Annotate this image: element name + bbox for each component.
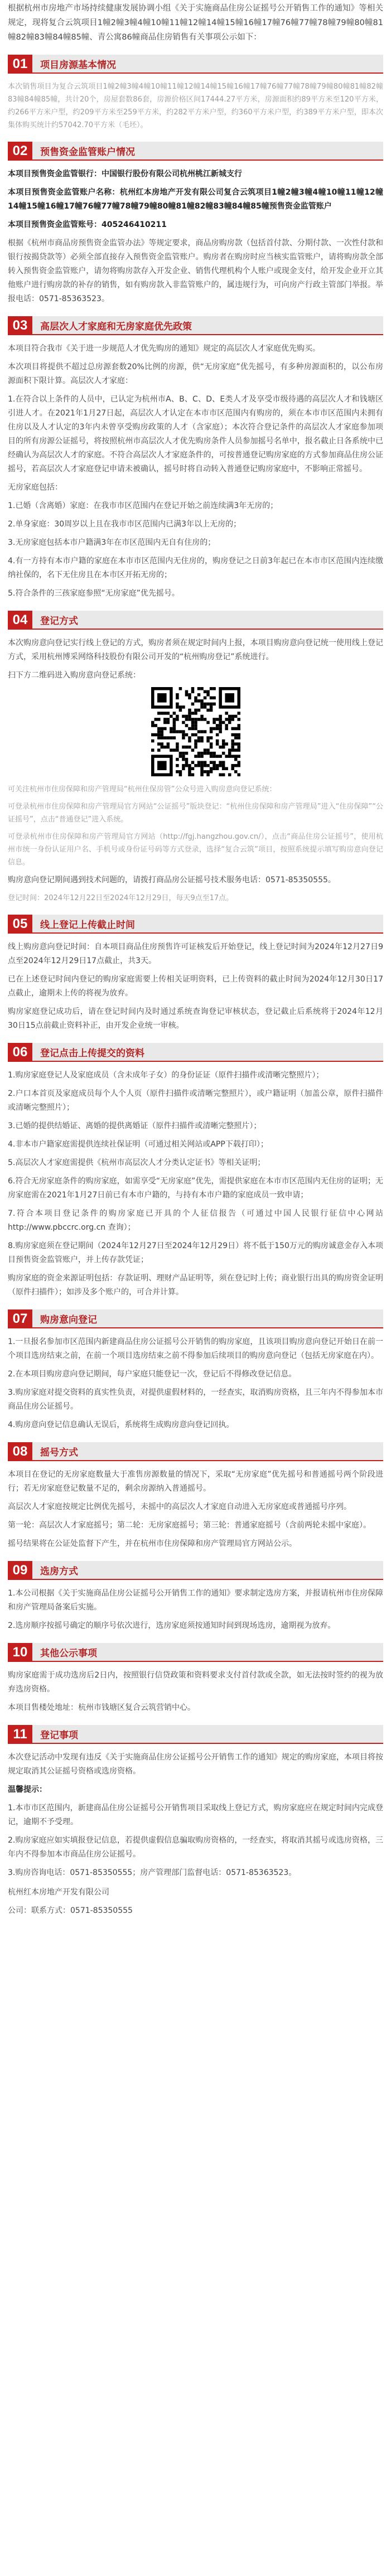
section-paragraph: 第一轮：高层次人才家庭摇号；第二轮：无房家庭摇号；第三轮：普通家庭摇号（含前两轮未摇中家庭）。: [8, 1521, 371, 1530]
section-paragraph: 7.符合本项目登记条件的购房家庭已开具的个人征信报告（可通过中国人民银行征信中心网站 http://www.pbccrc.org.cn 查询）；: [8, 1209, 383, 1232]
section-number: 02: [8, 142, 32, 161]
section-number: 10: [8, 1643, 32, 1662]
section-header: [8, 611, 383, 630]
section-header: [8, 915, 383, 934]
section-header: [8, 1043, 383, 1062]
section-02: [8, 142, 383, 306]
section-10: [8, 1643, 383, 1715]
section-header: [8, 1643, 383, 1662]
section-paragraph: 线上购房意向登记时间：自本项目商品住房预售许可证核发后开始登记，线上登记时间为2024年12月27日9点至2024年12月29日17点截止，共3天。: [8, 943, 383, 965]
section-title: 购房意向登记: [32, 1309, 383, 1328]
section-paragraph: 登记时间：2024年12月22日至2024年12月29日，每天9点至17点。: [8, 894, 234, 902]
section-number: 01: [8, 55, 32, 74]
section-03: [8, 316, 383, 601]
section-paragraph: 1.已婚（含离婚）家庭：在我市市区范围内在登记开始之前连续满3年无房的；: [8, 501, 278, 510]
section-number: 07: [8, 1309, 32, 1328]
section-paragraph: 本项目预售资金监管账户名称：杭州红本房地产开发有限公司复合云筑项目1幢2幢3幢4幢10幢11幢12幢14幢15幢16幢17幢76幢77幢78幢79幢80幢81幢82幢83幢84幢85幢预售资金监管账户: [8, 188, 383, 211]
section-paragraph: 温馨提示：: [8, 1785, 47, 1794]
section-title: 高层次人才家庭和无房家庭优先政策: [32, 316, 383, 335]
section-paragraph: 可登录杭州市住房保障和房产管理局官方网站“公证摇号”版块登记：“杭州住房保障和房产管理局”进入“住房保障”“公证摇号”，点击“普通登记”进入系统。: [8, 803, 383, 824]
section-number: 08: [8, 1442, 32, 1461]
section-paragraph: 本次项目将提供不超过总房源套数20%比例的房源，供“无房家庭”优先摇号，有多种房源面积的，以公布房源面积下限计算。高层次人才家庭：: [8, 363, 383, 385]
section-header: [8, 316, 383, 335]
section-title: 线上登记上传截止时间: [32, 915, 383, 934]
section-paragraph: 4.非本市户籍家庭需提供连续社保证明（可通过相关网站或APP下载打印）；: [8, 1140, 268, 1149]
section-09: [8, 1561, 383, 1633]
section-paragraph: 本次购房意向登记实行线上登记的方式，购房者须在规定时间内上报，本项目购房意向登记统一使用线上登记方式，采用杭州博采网络科技股份有限公司开发的“杭州购房登记”系统进行。: [8, 639, 383, 661]
section-paragraph: 2.选房顺序按摇号确定的顺序号依次进行，选房家庭须按通知时间到现场选房，逾期视为放弃。: [8, 1621, 336, 1630]
section-paragraph: 4.有一方持有本市户籍的家庭在本市市区范围内无住房的，购房登记之日前3年起已在本市市区范围内连续缴纳社保的，名下无住房且在本市区开拓无房的；: [8, 557, 383, 579]
section-number: 05: [8, 915, 32, 934]
section-paragraph: 根据《杭州市商品房预售资金监管办法》等规定要求，商品房购房款（包括首付款、分期付款、一次性付款和银行按揭贷款等）必须全部直接存入预售资金监管账户。购房者在购房时应当核实监管账户，请将购房款全部转入预售资金监管账户，请勿将购房款存入开发企业、销售代理机构个人账户或现金支付，给开发企业开立其他账户进行购房款的补存的销售，如有购房款入非监管账户的，属违规行为，可向房产行政主管部门举报。举报电话：0571-85363523。: [8, 239, 383, 303]
section-number: 06: [8, 1043, 32, 1062]
section-paragraph: 5.符合条件的三孩家庭参照“无房家庭”优先摇号。: [8, 589, 180, 598]
section-number: 04: [8, 611, 32, 630]
section-paragraph: 1.本公司根据《关于实施商品住房公证摇号公开销售工作的通知》要求制定选房方案，并报请杭州市住房保障和房产管理局备案后实施。: [8, 1589, 383, 1612]
section-paragraph: 本项目符合我市《关于进一步规范人才优先购房的通知》规定的高层次人才家庭优先购买。: [8, 344, 320, 353]
section-title: 登记方式: [32, 611, 383, 630]
section-11: [8, 1725, 383, 1880]
section-paragraph: 购房意向登记期间遇到技术问题的，请拨打商品房公证摇号技术服务电话：0571-85350555。: [8, 876, 336, 885]
section-paragraph: 1.购房家庭登记人及家庭成员（含未成年子女）的身份证证（原件扫描件或清晰完整照片）；: [8, 1071, 324, 1080]
section-05: [8, 915, 383, 1033]
section-paragraph: 4.购房意向登记信息确认无误后，系统将生成购房意向登记回执。: [8, 1420, 234, 1429]
section-paragraph: 3.已婚的提供结婚证、离婚的提供离婚证（原件扫描件或清晰完整照片）；: [8, 1122, 262, 1130]
section-paragraph: 1.本市市区范围内，新建商品住房公证摇号公开销售项目采取线上登记方式，购房家庭应在规定时间内完成登记，逾期不予受理。: [8, 1804, 383, 1826]
section-paragraph: 本项目售楼处地址：杭州市钱塘区复合云筑营销中心。: [8, 1703, 195, 1712]
section-title: 项目房源基本情况: [32, 55, 383, 74]
section-title: 登记事项: [32, 1725, 383, 1744]
section-number: 09: [8, 1561, 32, 1580]
section-paragraph: 可关注杭州市住房保障和房产管理局“杭州住保房管”公众号进入购房意向登记系统：: [8, 785, 277, 794]
section-paragraph: 本项目预售资金监管账号：405246410211: [8, 220, 167, 229]
section-paragraph: 扫下方二维码进入购房意向登记系统：: [8, 671, 141, 680]
section-paragraph: 2.购房家庭应如实填报登记信息，若提供虚假信息骗取购房资格的，一经查实，将取消其摇号或选房资格，三年内不得参加本市商品住房公证摇号。: [8, 1836, 383, 1859]
section-paragraph: 1.在符合以上条件的人员中，已认定为杭州市A、B、C、D、E类人才及享受市级待遇的高层次人才和钱塘区引进人才。在2021年1月27日起，高层次人才认定在本市市区范围内有购房的，须在本市市区范围内未拥有住房以及人才认定的3年内未曾享受购房政策的人才（含家庭）；本次符合登记条件的高层次人才家庭参加项目的所有房源公证摇号，将按照杭州市高层次人才优先购房条件人员参加摇号名单中，报名截止日各系统中已经确认为高层次人才的家庭。不符合高层次人才家庭条件的，可按普通登记购房家庭的方式参加商品住房公证摇号，若高层次人才家庭登记申请未被确认，摇号时将自动转入普通登记购房家庭中，不影响正常摇号。: [8, 395, 383, 473]
section-07: [8, 1309, 383, 1432]
section-paragraph: 本项目在登记的无房家庭数量大于准售房源数量的情况下，采取“无房家庭”优先摇号和普通摇号两个阶段进行；若无房家庭登记数量不足的，剩余房源纳入普通摇号。: [8, 1470, 383, 1493]
section-paragraph: 8.购房家庭须在登记期间（2024年12月27日至2024年12月29日）将不低于150万元的购房诚意金存入本项目预售资金监管账户，并上传存款凭证；: [8, 1241, 383, 1264]
qr-code-wrapper: [8, 687, 383, 776]
section-paragraph: 3.购房咨询电话：0571-85350555；房产管理部门监督电话：0571-85363523。: [8, 1868, 297, 1877]
section-title: 摇号方式: [32, 1442, 383, 1461]
section-paragraph: 高层次人才家庭按规定比例优先摇号，未摇中的高层次人才家庭自动进入无房家庭或普通摇号序列。: [8, 1502, 351, 1511]
section-04: [8, 611, 383, 905]
section-header: [8, 1309, 383, 1328]
section-paragraph: 本次登记活动中发现有违反《关于实施商品住房公证摇号公开销售工作的通知》规定的购房家庭，本项目将按规定取消其公证摇号资格或选房资格。: [8, 1753, 383, 1776]
sections-container: [8, 55, 383, 1880]
section-paragraph: 6.符合无房家庭条件的购房家庭，如需享受“无房家庭”优先，需提供家庭在本市市区范围内无住房的证明；无房家庭需在2021年1月27日前已有本市户籍的，与持有本市户籍的家庭成员一致申请；: [8, 1177, 383, 1200]
section-number: 03: [8, 316, 32, 335]
footer: [8, 1886, 383, 1918]
intro-paragraph: 根据杭州市房地产市场持续健康发展协调小组《关于实施商品住房公证摇号公开销售工作的通知》等相关规定，现将复合云筑项目1幢2幢3幢4幢10幢11幢12幢14幢15幢16幢17幢76幢77幢78幢79幢80幢81幢82幢83幢84幢85幢、青公寓86幢商品住房销售有关事项公示如下：: [8, 4, 383, 42]
section-paragraph: 本项目预售资金监管银行：中国银行股份有限公司杭州桃江新城支行: [8, 170, 242, 178]
section-paragraph: 2.户口本首页及家庭成员每个人个人页（原件扫描件或清晰完整照片），或户籍证明（加盖公章，原件扫描件或清晰完整照片）；: [8, 1089, 383, 1112]
section-header: [8, 1442, 383, 1461]
section-number: 11: [8, 1725, 32, 1744]
section-paragraph: 可登录杭州市住房保障和房产管理局官方网站（http://fgj.hangzhou.gov.cn/），点击“商品住房公证摇号”，使用杭州市统一身份认证用户名、手机号或身份证号码等方式登录，选择“复合云筑”项目，按照系统提示填写购房意向登记信息。: [8, 833, 383, 867]
section-06: [8, 1043, 383, 1299]
section-paragraph: 2.在本项目购房意向登记期间，每户家庭只能登记一次，登记后不得修改登记信息。: [8, 1370, 297, 1379]
section-title: 选房方式: [32, 1561, 383, 1580]
section-paragraph: 无房家庭包括：: [8, 483, 62, 492]
section-header: [8, 55, 383, 74]
section-header: [8, 1725, 383, 1744]
section-paragraph: 购房家庭登记成功后，请在登记时间内及时通过系统查询登记审核状态，登记截止后系统将于2024年12月30日15点前截止资料补正，由开发企业统一审核。: [8, 1007, 383, 1030]
section-title: 登记点击上传提交的资料: [32, 1043, 383, 1062]
section-title: 预售资金监管账户情况: [32, 142, 383, 161]
section-paragraph: 购房家庭的资金来源证明包括：存款证明、理财产品证明等，须在登记时上传；商业银行出具的购房资金证明（原件扫描件）；如涉及多个账户的，可合并计算。: [8, 1274, 383, 1297]
section-title: 其他公示事项: [32, 1643, 383, 1662]
qr-code-icon[interactable]: [151, 687, 240, 776]
section-paragraph: 1.一旦报名参加市区范围内新建商品住房公证摇号公开销售的购房家庭，且该项目购房意向登记开始日在前一个项目选房结束之前，在前一个项目选房结束之前不得参加后续项目的购房意向登记（包括无房家庭在内）。: [8, 1337, 383, 1360]
section-paragraph: 本次销售项目为复合云筑项目1幢2幢3幢4幢10幢11幢12幢14幢15幢16幢17幢76幢77幢78幢79幢80幢81幢82幢83幢84幢85幢，共计20个，房屋套数86套，房源价格区间17444.27平方米，房源面积约89平方米至120平方米，约266平方米户型，约209平方米至259平方米，约282平方米户型，约360平方米户型，约389平方米户型，即本次集体购买统计约57042.70平方米（毛坯）。: [8, 83, 383, 129]
section-header: [8, 1561, 383, 1580]
footer-company: 杭州红本房地产开发有限公司: [8, 1888, 109, 1897]
section-paragraph: 2.单身家庭：30周岁以上且在我市市区范围内已满3年以上无房的；: [8, 520, 242, 529]
section-paragraph: 摇号结果将在公证处监督下产生，并在杭州市住房保障和房产管理局官方网站公示。: [8, 1539, 297, 1548]
footer-contact: 公司：联系方式：0571-85350555: [8, 1906, 133, 1915]
section-paragraph: 3.无房家庭包括本市户籍满3年在市区范围内无自有住房的；: [8, 538, 216, 547]
section-paragraph: 已在上述登记时间内登记的购房家庭需要上传相关证明资料，已上传资料的截止时间为2024年12月30日17点截止，逾期未上传的将视为放弃。: [8, 975, 383, 998]
section-header: [8, 142, 383, 161]
section-08: [8, 1442, 383, 1551]
section-01: [8, 55, 383, 132]
section-paragraph: 3.购房家庭对提交资料的真实性负责，对提供虚假材料的，一经查实，取消购房资格，且三年内不得参加本市商品住房公证摇号。: [8, 1388, 383, 1411]
section-paragraph: 购房家庭需于成功选房后2日内，按照银行信贷政策和资料要求支付首付款或全款，如无法按时签约的视为放弃选房资格。: [8, 1671, 383, 1694]
section-paragraph: 5.高层次人才家庭需提供《杭州市高层次人才分类认定证书》等相关证明；: [8, 1158, 266, 1167]
